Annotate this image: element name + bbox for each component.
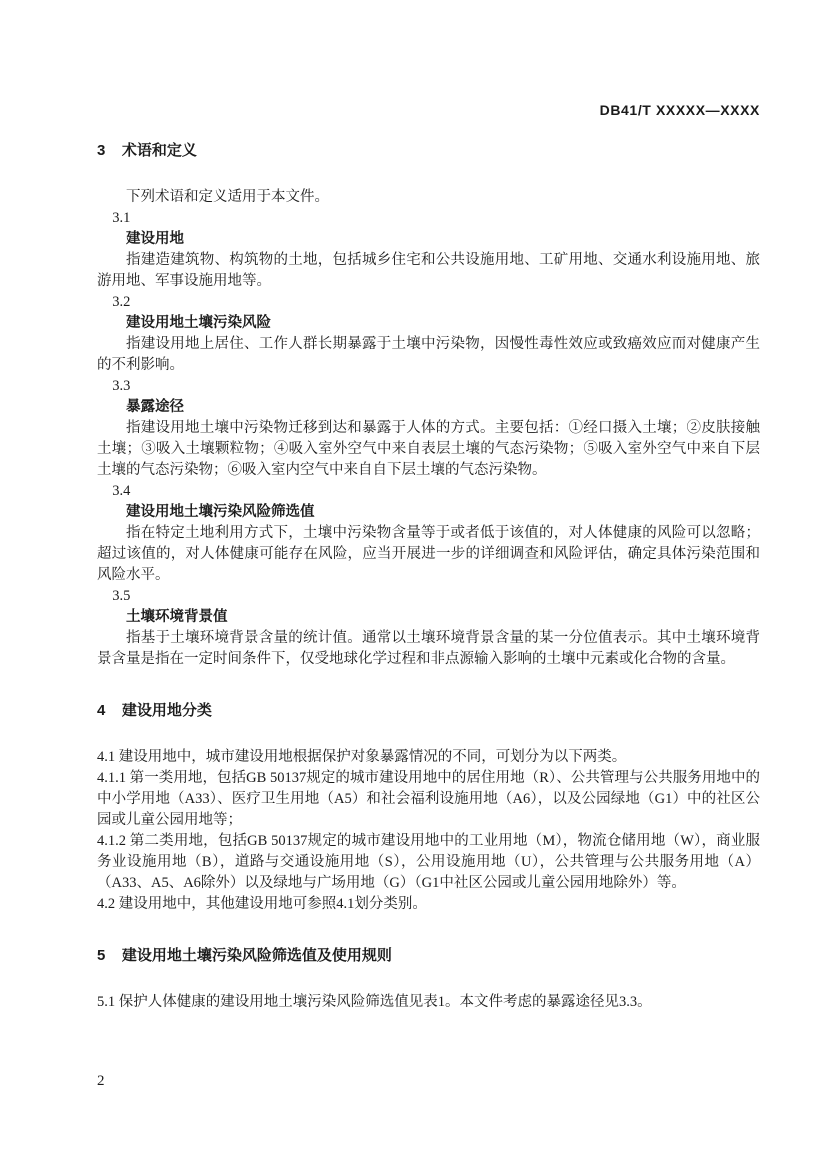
section-5-number: 5 (97, 947, 106, 964)
section-5-heading (97, 945, 760, 966)
term-definition: 指建设用地土壤中污染物迁移到达和暴露于人体的方式。主要包括：①经口摄入土壤；②皮肤接触土壤；③吸入土壤颗粒物；④吸入室外空气中来自表层土壤的气态污染物；⑤吸入室外空气中来自下层土壤的气态污染物；⑥吸入室内空气中来自自下层土壤的气态污染物。 (97, 420, 760, 478)
term-number: 3.3 (112, 378, 131, 394)
term-number: 3.1 (112, 210, 131, 226)
page-content (97, 101, 760, 1013)
term-block-3-4 (97, 481, 760, 586)
term-number: 3.4 (112, 483, 131, 499)
clause-4-2: 4.2 建设用地中，其他建设用地可参照4.1划分类别。 (97, 896, 427, 912)
term-title: 暴露途径 (126, 399, 184, 415)
section-4-number: 4 (97, 702, 106, 719)
clause-4-1-1: 4.1.1 第一类用地，包括GB 50137规定的城市建设用地中的居住用地（R）、公共管理与公共服务用地中的中小学用地（A33）、医疗卫生用地（A5）和社会福利设施用地（A6），以及公园绿地（G1）中的社区公园或儿童公园用地等； (97, 770, 760, 828)
section-3-number: 3 (97, 142, 106, 159)
term-block-3-1 (97, 208, 760, 292)
section-3-heading (97, 140, 760, 161)
section-3-title: 术语和定义 (121, 142, 197, 159)
term-definition: 指建造建筑物、构筑物的土地，包括城乡住宅和公共设施用地、工矿用地、交通水利设施用地、旅游用地、军事设施用地等。 (97, 252, 760, 289)
clause-5-1: 5.1 保护人体健康的建设用地土壤污染风险筛选值见表1。本文件考虑的暴露途径见3.3。 (97, 994, 652, 1010)
term-number: 3.2 (112, 294, 131, 310)
term-title: 建设用地 (126, 231, 184, 247)
term-block-3-5 (97, 586, 760, 670)
clause-4-1-2: 4.1.2 第二类用地，包括GB 50137规定的城市建设用地中的工业用地（M），物流仓储用地（W），商业服务业设施用地（B），道路与交通设施用地（S），公用设施用地（U），公共管理与公共服务用地（A）（A33、A5、A6除外）以及绿地与广场用地（G）（G1中社区公园或儿童公园用地除外）等。 (97, 833, 760, 891)
term-definition: 指基于土壤环境背景含量的统计值。通常以土壤环境背景含量的某一分位值表示。其中土壤环境背景含量是指在一定时间条件下，仅受地球化学过程和非点源输入影响的土壤中元素或化合物的含量。 (97, 630, 760, 667)
term-title: 建设用地土壤污染风险 (126, 315, 271, 331)
term-definition: 指在特定土地利用方式下，土壤中污染物含量等于或者低于该值的，对人体健康的风险可以忽略；超过该值的，对人体健康可能存在风险，应当开展进一步的详细调查和风险评估，确定具体污染范围和风险水平。 (97, 525, 760, 583)
clause-4-1: 4.1 建设用地中，城市建设用地根据保护对象暴露情况的不同，可划分为以下两类。 (97, 749, 627, 765)
term-definition: 指建设用地上居住、工作人群长期暴露于土壤中污染物，因慢性毒性效应或致癌效应而对健康产生的不利影响。 (97, 336, 760, 373)
term-title: 土壤环境背景值 (126, 609, 228, 625)
doc-code-header: DB41/T XXXXX—XXXX (599, 102, 760, 118)
term-block-3-3 (97, 376, 760, 481)
term-block-3-2 (97, 292, 760, 376)
section-5-title: 建设用地土壤污染风险筛选值及使用规则 (121, 947, 392, 964)
term-number: 3.5 (112, 588, 131, 604)
section-4-title: 建设用地分类 (121, 702, 212, 719)
term-title: 建设用地土壤污染风险筛选值 (126, 504, 315, 520)
section-3-intro: 下列术语和定义适用于本文件。 (126, 189, 329, 205)
section-4-heading (97, 700, 760, 721)
page-number: 2 (97, 1073, 105, 1089)
